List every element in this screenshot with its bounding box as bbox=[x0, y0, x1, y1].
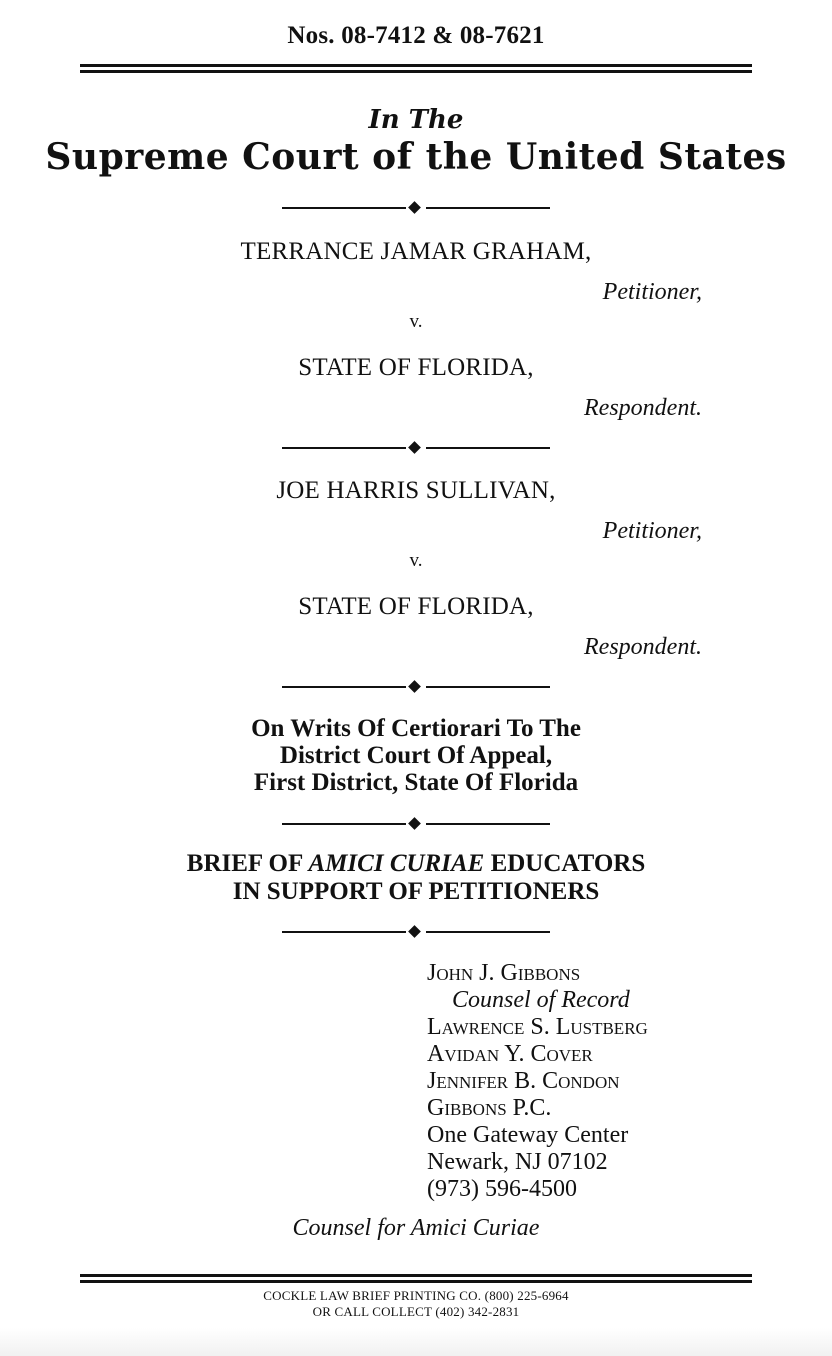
docket-numbers: Nos. 08-7412 & 08-7621 bbox=[287, 22, 545, 49]
case1-petitioner-name: TERRANCE JAMAR GRAHAM, bbox=[240, 238, 592, 265]
divider-2 bbox=[282, 441, 550, 455]
court-name: Supreme Court of the United States bbox=[45, 136, 787, 178]
counsel-name: Lawrence S. Lustberg bbox=[427, 1014, 648, 1040]
diamond-ornament-icon bbox=[408, 817, 421, 830]
case2-versus: v. bbox=[409, 550, 423, 571]
counsel-of-record: Counsel of Record bbox=[452, 987, 630, 1013]
printer-info bbox=[0, 1288, 832, 1320]
case2-respondent-name: STATE OF FLORIDA, bbox=[298, 593, 534, 620]
court-heading-in-the: In The bbox=[368, 105, 464, 135]
divider-1 bbox=[282, 201, 550, 215]
amici-curiae-italic: AMICI CURIAE bbox=[308, 850, 485, 877]
case2-petitioner-role: Petitioner, bbox=[602, 518, 702, 544]
page-bottom-shadow bbox=[0, 1328, 832, 1356]
divider-4 bbox=[282, 817, 550, 831]
counsel-lead-name: John J. Gibbons bbox=[427, 960, 581, 986]
top-double-rule bbox=[80, 64, 752, 73]
law-firm-name: Gibbons P.C. bbox=[427, 1095, 552, 1121]
diamond-ornament-icon bbox=[408, 441, 421, 454]
counsel-for-amici: Counsel for Amici Curiae bbox=[292, 1215, 540, 1241]
divider-3 bbox=[282, 680, 550, 694]
counsel-name: Jennifer B. Condon bbox=[427, 1068, 620, 1094]
printer-line-2: OR CALL COLLECT (402) 342-2831 bbox=[312, 1304, 520, 1319]
diamond-ornament-icon bbox=[408, 201, 421, 214]
printer-line-1: COCKLE LAW BRIEF PRINTING CO. (800) 225-6964 bbox=[263, 1288, 569, 1303]
diamond-ornament-icon bbox=[408, 925, 421, 938]
case1-respondent-role: Respondent. bbox=[584, 395, 702, 421]
case1-respondent-name: STATE OF FLORIDA, bbox=[298, 354, 534, 381]
case1-petitioner-role: Petitioner, bbox=[602, 279, 702, 305]
diamond-ornament-icon bbox=[408, 680, 421, 693]
brief-title-line-2: IN SUPPORT OF PETITIONERS bbox=[232, 878, 600, 905]
counsel-block bbox=[427, 960, 648, 1203]
case1-versus: v. bbox=[409, 311, 423, 332]
case2-respondent-role: Respondent. bbox=[584, 634, 702, 660]
phone-number: (973) 596-4500 bbox=[427, 1176, 577, 1202]
writs-line-3: First District, State Of Florida bbox=[253, 769, 579, 796]
bottom-double-rule bbox=[80, 1274, 752, 1283]
case2-petitioner-name: JOE HARRIS SULLIVAN, bbox=[276, 477, 556, 504]
writs-line-2: District Court Of Appeal, bbox=[279, 742, 553, 769]
address-line-2: Newark, NJ 07102 bbox=[427, 1149, 608, 1175]
counsel-name: Avidan Y. Cover bbox=[427, 1041, 593, 1067]
brief-title bbox=[0, 850, 832, 906]
address-line-1: One Gateway Center bbox=[427, 1122, 629, 1148]
divider-5 bbox=[282, 925, 550, 939]
brief-title-line-1: BRIEF OF AMICI CURIAE EDUCATORS bbox=[186, 850, 646, 877]
writs-line-1: On Writs Of Certiorari To The bbox=[251, 715, 581, 742]
writs-of-certiorari bbox=[0, 715, 832, 796]
